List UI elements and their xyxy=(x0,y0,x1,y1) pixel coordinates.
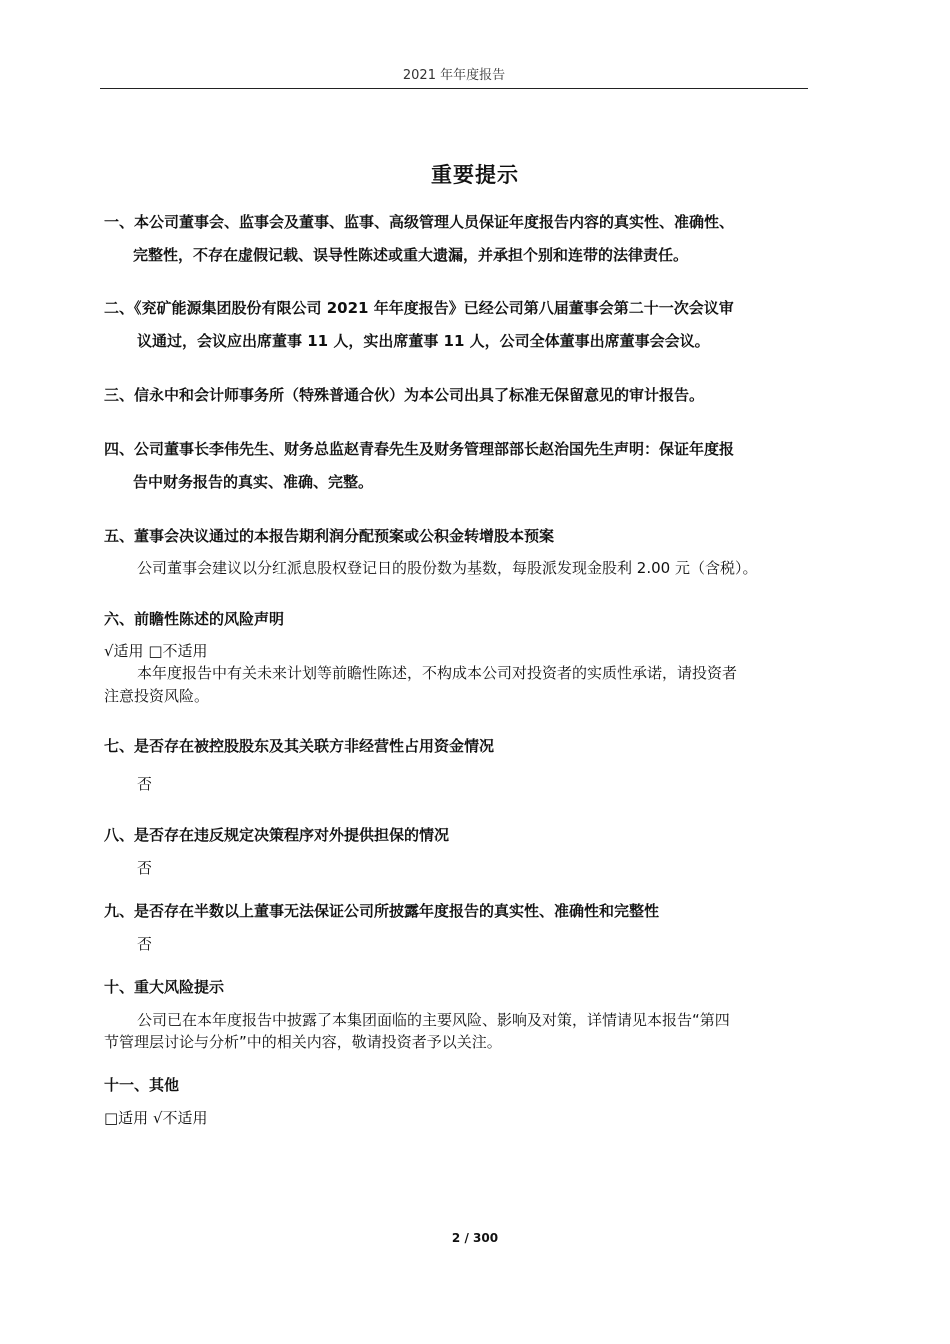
page-header: 2021 年年度报告 xyxy=(100,66,808,89)
section-10-heading: 十、重大风险提示 xyxy=(104,978,225,996)
section-10-body-line-2: 节管理层讨论与分析”中的相关内容，敬请投资者予以关注。 xyxy=(104,1033,502,1051)
section-5-heading: 五、董事会决议通过的本报告期利润分配预案或公积金转增股本预案 xyxy=(104,527,555,545)
section-9-heading: 九、是否存在半数以上董事无法保证公司所披露年度报告的真实性、准确性和完整性 xyxy=(104,902,660,920)
section-4-heading-line-1: 四、公司董事长李伟先生、财务总监赵青春先生及财务管理部部长赵治国先生声明：保证年度报 xyxy=(104,440,735,458)
page-title: 重要提示 xyxy=(431,163,519,187)
section-7-heading: 七、是否存在被控股股东及其关联方非经营性占用资金情况 xyxy=(104,737,495,755)
section-2-heading-line-2: 议通过，会议应出席董事 11 人，实出席董事 11 人，公司全体董事出席董事会会议。 xyxy=(137,332,710,350)
section-10-body-line-1: 公司已在本年度报告中披露了本集团面临的主要风险、影响及对策，详情请见本报告“第四 xyxy=(137,1011,730,1029)
section-6-body-line-1: 本年度报告中有关未来计划等前瞻性陈述，不构成本公司对投资者的实质性承诺，请投资者 xyxy=(137,664,738,682)
section-6-heading: 六、前瞻性陈述的风险声明 xyxy=(104,610,285,628)
section-2-heading-line-1: 二、《兖矿能源集团股份有限公司 2021 年年度报告》已经公司第八届董事会第二十一次会议审 xyxy=(104,299,734,317)
section-6-applicability: √适用 □不适用 xyxy=(104,642,208,660)
section-3-heading: 三、信永中和会计师事务所（特殊普通合伙）为本公司出具了标准无保留意见的审计报告。 xyxy=(104,386,705,404)
section-6-body-line-2: 注意投资风险。 xyxy=(104,687,210,705)
section-5-body: 公司董事会建议以分红派息股权登记日的股份数为基数，每股派发现金股利 2.00 元（含税）。 xyxy=(137,559,758,577)
section-1-heading-line-1: 一、本公司董事会、监事会及董事、监事、高级管理人员保证年度报告内容的真实性、准确性、 xyxy=(104,213,735,231)
section-9-answer: 否 xyxy=(137,935,153,953)
section-8-heading: 八、是否存在违反规定决策程序对外提供担保的情况 xyxy=(104,826,450,844)
section-7-answer: 否 xyxy=(137,775,153,793)
section-4-heading-line-2: 告中财务报告的真实、准确、完整。 xyxy=(133,473,374,491)
section-11-applicability: □适用 √不适用 xyxy=(104,1109,208,1127)
section-1-heading-line-2: 完整性，不存在虚假记载、误导性陈述或重大遗漏，并承担个别和连带的法律责任。 xyxy=(133,246,689,264)
section-8-answer: 否 xyxy=(137,859,153,877)
section-11-heading: 十一、其他 xyxy=(104,1076,180,1094)
page-number: 2 / 300 xyxy=(451,1231,499,1245)
